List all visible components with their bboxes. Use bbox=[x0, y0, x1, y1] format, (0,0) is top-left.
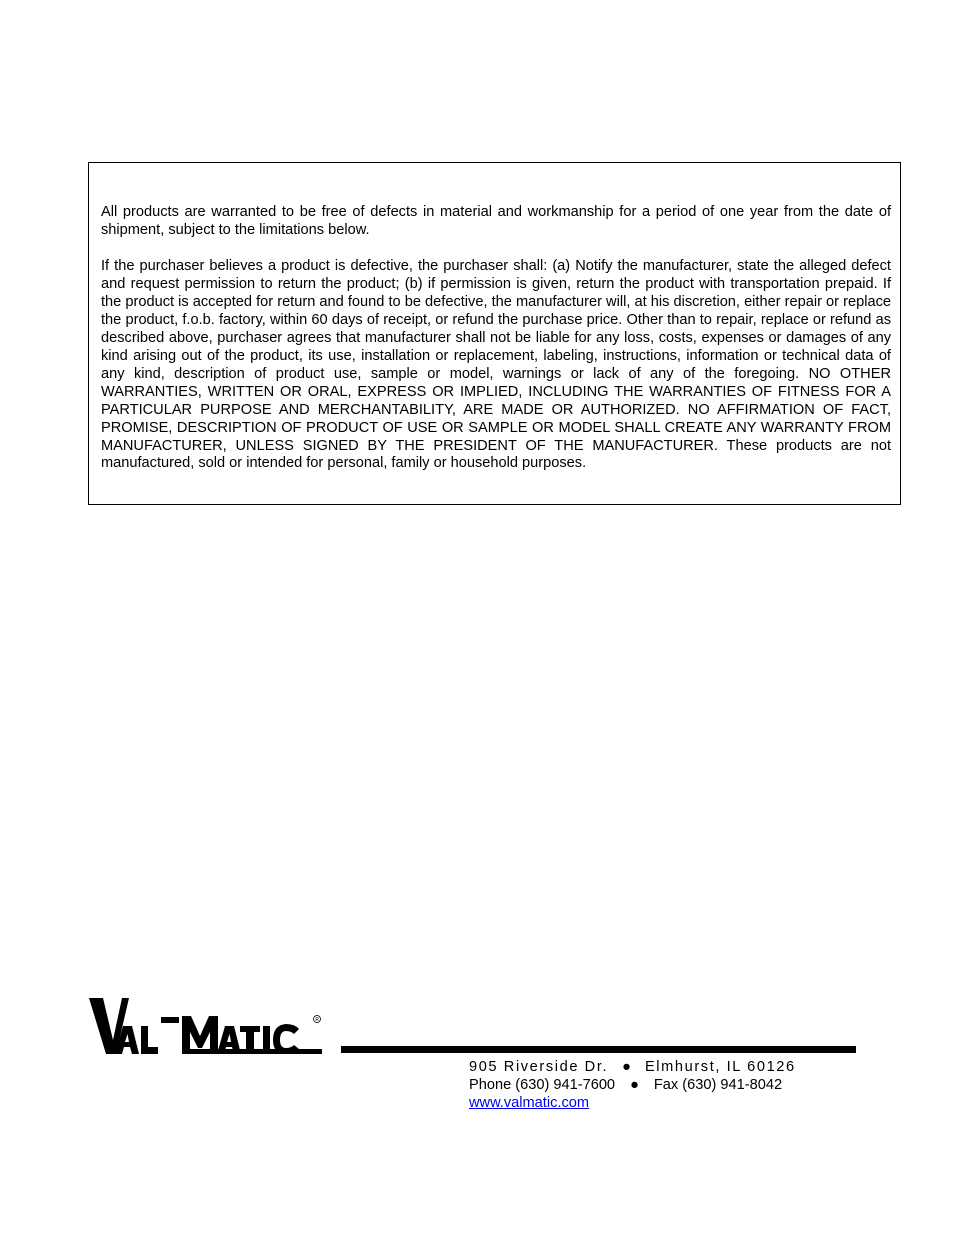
bullet-separator: ● bbox=[630, 1077, 639, 1093]
svg-text:R: R bbox=[315, 1017, 320, 1024]
address-city: Elmhurst, IL 60126 bbox=[644, 1059, 796, 1075]
footer-rule bbox=[341, 1046, 856, 1053]
bullet-separator: ● bbox=[622, 1059, 631, 1075]
phone-line bbox=[469, 1076, 782, 1094]
warranty-paragraph-2: If the purchaser believes a product is defective, the purchaser shall: (a) Notify the manufacturer, state the alleged defect and request permission to return the product; (b) if permission is given, return the product with transportation prepaid. If the product is accepted for return and found to be defective, the manufacturer will, at his discretion, either repair or replace the product, f.o.b. factory, within 60 days of receipt, or refund the purchase price. Other than to repair, replace or refund as described above, purchaser agrees that manufacturer shall not be liable for any loss, costs, expenses or damages of any kind arising out of the product, its use, installation or replacement, labeling, instructions, information or technical data of any kind, description of product use, sample or model, warnings or lack of any of the foregoing. NO OTHER WARRANTIES, WRITTEN OR ORAL, EXPRESS OR IMPLIED, INCLUDING THE WARRANTIES OF FITNESS FOR A PARTICULAR PURPOSE AND MERCHANTABILITY, ARE MADE OR AUTHORIZED. NO AFFIRMATION OF FACT, PROMISE, DESCRIPTION OF PRODUCT OF USE OR SAMPLE OR MODEL SHALL CREATE ANY WARRANTY FROM MANUFACTURER, UNLESS SIGNED BY THE PRESIDENT OF THE MANUFACTURER. These products are not manufactured, sold or intended for personal, family or household purposes. bbox=[101, 258, 891, 472]
website-link[interactable]: www.valmatic.com bbox=[469, 1095, 590, 1111]
fax-number: Fax (630) 941-8042 bbox=[653, 1077, 783, 1093]
warranty-paragraph-1: All products are warranted to be free of defects in material and workmanship for a period of one year from the date of shipment, subject to the limitations below. bbox=[101, 204, 891, 238]
val-matic-logo bbox=[89, 996, 324, 1056]
address-line bbox=[469, 1058, 796, 1076]
phone-number: Phone (630) 941-7600 bbox=[469, 1077, 616, 1093]
address-street: 905 Riverside Dr. bbox=[469, 1059, 609, 1075]
warranty-box bbox=[88, 162, 901, 505]
